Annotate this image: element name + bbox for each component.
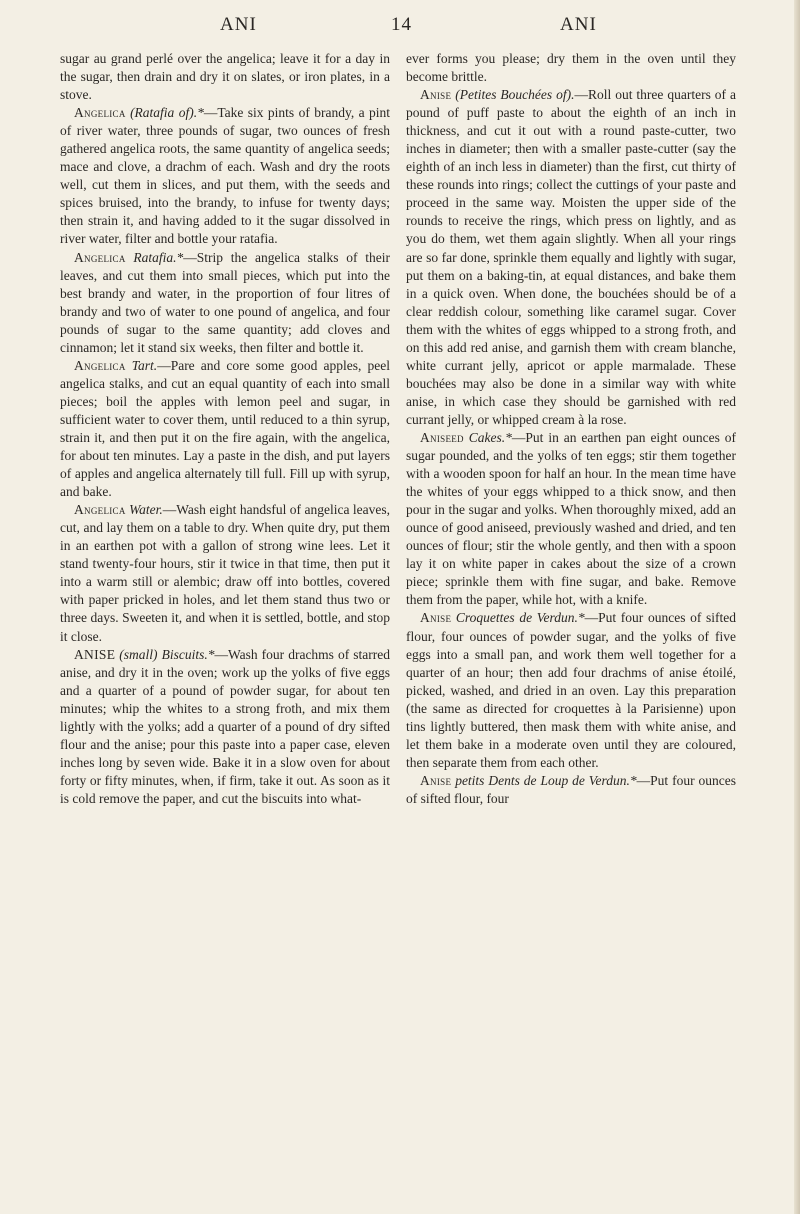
recipe-entry [60,501,390,645]
recipe-entry [406,429,736,609]
entry-body: ever forms you please; dry them in the oven until they become brittle. [406,51,736,85]
recipe-entry [406,772,736,808]
recipe-entry [60,357,390,501]
entry-body: —Pare and core some good apples, peel angelica stalks, and cut an equal quantity of each into small pieces; boil the apples with lemon peel and sugar, in sufficient water to cover them, until reduced to a thin syrup, strain it, and then put it on the fire again, with the angelica, for about ten minutes. Lay a paste in the dish, and put layers of apples and angelica alternately till full. Fill up with syrup, and bake. [60,357,390,500]
entry-body: —Put four ounces of sifted flour, four [406,772,737,806]
entry-headword: Anise [420,87,452,103]
entry-title: Cakes.* [468,429,512,445]
entry-body: —Roll out three quarters of a pound of puff paste to about the eighth of an inch in thickness, and cut it out with a round paste-cutter, two inches in diameter; then with a smaller paste-cutter (say the eighth of an inch less in diameter) than the first, cut thirty of these rounds into rings; collect the cuttings of your paste and proceed in the same way. Moisten the upper side of the rounds to receive the rings, which press on lightly, and as you do them, wet them again slightly. When all your rings are so far done, sprinkle them equally and lightly with sugar, put them on a baking-tin, at equal distances, and bake them in a quick oven. When done, the bouchées should be of a clear reddish colour, something like caramel sugar. Cover them with the whites of eggs whipped to a strong froth, and on this add red anise, and garnish them with cream blanche, white currant jelly, apricot or apple marmalade. These bouchées may also be done in a similar way with white anise, in which case they should be garnished with red currant jelly, or whipped cream à la rose. [406,87,736,427]
entry-body: sugar au grand perlé over the angelica; leave it for a day in the sugar, then drain and dry it on slates, or iron plates, in a stove. [60,51,390,103]
entry-headword: Angelica [74,357,126,373]
entry-title: Croquettes de Verdun.* [455,610,585,626]
entry-headword: ANISE [74,646,116,662]
entry-title: (Petites Bouchées of). [455,87,575,103]
entry-body: —Strip the angelica stalks of their leaves, and cut them into small pieces, which put into the best brandy and water, in the proportion of four litres of brandy and two of water to one pound of angelica, and four pounds of sugar to the same quantity; add cloves and cinnamon; let it stand six weeks, then filter and bottle it. [60,249,391,355]
recipe-entry [60,50,390,104]
right-column [406,50,736,808]
left-column [60,50,390,808]
entry-title: Ratafia.* [133,249,184,265]
entry-body: —Put in an earthen pan eight ounces of sugar pounded, and the yolks of ten eggs; stir them together with a wooden spoon for half an hour. In the mean time have the whites of your eggs whipped to a thick snow, and then pour in the sugar and yolks. When thoroughly mixed, add an ounce of good aniseed, previously washed and dried, and ten ounces of flour; stir the whole gently, and then with a spoon lay it on white paper in cakes about the size of a crown piece; sprinkle them with fine sugar, and bake. Remove them from the paper, while hot, with a knife. [406,429,736,608]
entry-body: —Wash eight handsful of angelica leaves, cut, and lay them on a table to dry. When quite dry, put them in an earthen pot with a gallon of strong wine lees. Let it stand twenty-four hours, stir it twice in that time, then put it into a warm still or alembic; draw off into bottles, covered with paper pricked in holes, and let them stand thus two or three days. Sweeten it, and when it is settled, bottle, and stop it close. [60,502,391,644]
recipe-entry [406,50,736,86]
entry-title: (small) Biscuits.* [119,646,215,662]
entry-headword: Anise [420,610,452,626]
entry-headword: Angelica [74,249,126,265]
entry-title: Tart. [131,357,158,373]
recipe-entry [406,609,736,771]
recipe-entry [60,104,390,248]
entry-body: —Take six pints of brandy, a pint of river water, three pounds of sugar, two ounces of fresh gathered angelica roots, the same quantity of angelica seeds; mace and clove, a drachm of each. Wash and dry the roots well, cut them in slices, and put them, with the seeds and spices bruised, into the brandy, to infuse for twenty days; then strain it, and having added to it the sugar dissolved in river water, filter and bottle your ratafia. [60,105,390,247]
entry-headword: Anise [420,772,452,788]
entry-title: petits Dents de Loup de Verdun.* [455,772,637,788]
entry-headword: Aniseed [420,429,464,445]
page-number: 14 [391,14,412,35]
recipe-entry [60,646,390,808]
recipe-entry [406,86,736,429]
entry-title: (Ratafia of).* [130,105,204,121]
entry-headword: Angelica [74,502,126,518]
entry-body: —Put four ounces of sifted flour, four ounces of powder sugar, and the yolks of five eggs into a small pan, and work them well together for a quarter of an hour; then add four drachms of anise étoilé, picked, washed, and dried in an oven. Lay this preparation (the same as directed for croquettes à la Parisienne) upon tins lightly buttered, then mask them with white anise, and let them bake in a moderate oven until they are coloured, then separate them from each other. [406,610,737,770]
recipe-entry [60,249,390,357]
running-header [0,14,800,44]
page-edge-shadow [794,0,800,1214]
header-left-word: ANI [220,14,257,35]
entry-body: —Wash four drachms of starred anise, and dry it in the oven; work up the yolks of five eggs and a quarter of a pound of powder sugar, for about ten minutes; whip the whites to a strong froth, and mix them lightly with the yolks; add a quarter of a pound of dry sifted flour and the anise; pour this paste into a paper case, eleven inches long by seven wide. Bake it in a slow oven for about forty or fifty minutes, when, if firm, take it out. As soon as it is cold remove the paper, and cut the biscuits into what- [60,646,391,806]
entry-headword: Angelica [74,105,126,121]
header-right-word: ANI [560,14,597,35]
entry-title: Water. [129,502,163,518]
